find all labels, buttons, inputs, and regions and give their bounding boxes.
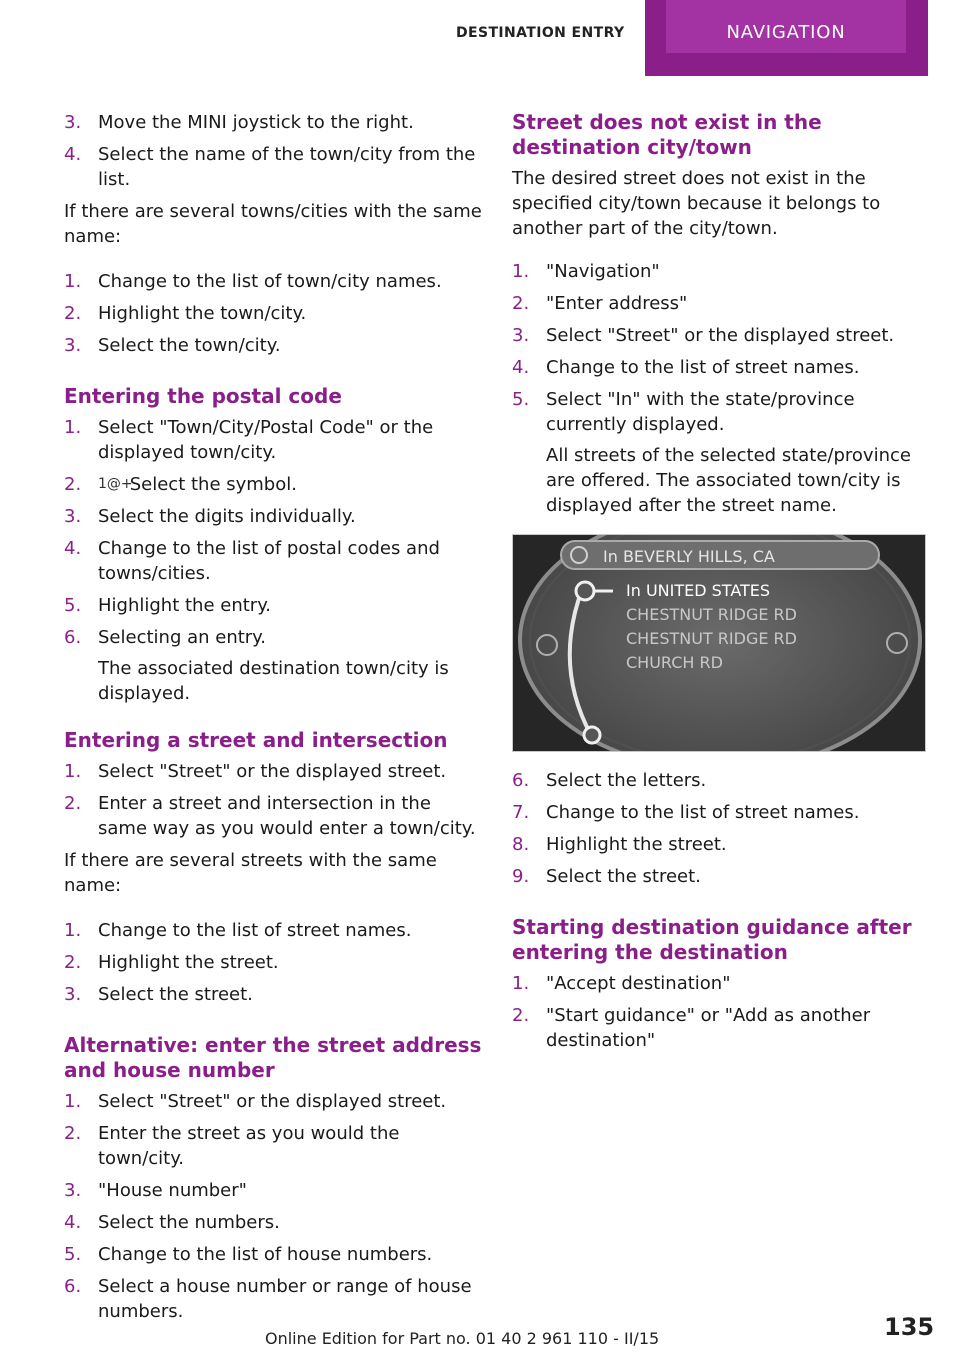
header-tab-label: NAVIGATION — [666, 0, 906, 53]
list-item: 2. Enter a street and intersection in the same way as you would enter a town/city. — [64, 793, 476, 839]
steps-list — [512, 768, 930, 889]
left-column — [64, 110, 484, 1331]
list-item: 1. Select "Town/City/Postal Code" or the displayed town/city. — [64, 417, 434, 463]
list-item: 2. "Enter address" — [512, 293, 688, 314]
screen-list-item: CHURCH RD — [626, 653, 723, 672]
section-heading: Starting destination guidance after entering the destination — [512, 915, 912, 964]
list-item: 1. "Navigation" — [512, 261, 660, 282]
section-heading: Street does not exist in the destination city/town — [512, 110, 822, 159]
list-item: 4. Select the name of the town/city from the list. — [64, 144, 476, 190]
list-item: 1. "Accept destination" — [512, 973, 731, 994]
steps-list — [64, 269, 484, 358]
steps-list — [64, 110, 484, 192]
page-number: 135 — [884, 1313, 935, 1341]
list-item: 5. Highlight the entry. — [64, 595, 271, 616]
screen-list-item: CHESTNUT RIDGE RD — [626, 605, 797, 624]
paragraph: If there are several streets with the same name: — [64, 850, 437, 896]
list-item: 1. Change to the list of town/city names. — [64, 271, 442, 292]
list-item: 3. Select "Street" or the displayed street. — [512, 325, 895, 346]
list-item: 8. Highlight the street. — [512, 834, 727, 855]
section-heading: Alternative: enter the street address and house number — [64, 1033, 482, 1082]
steps-list — [512, 971, 930, 1053]
list-item: 3. Select the town/city. — [64, 335, 281, 356]
list-item: 1. Select "Street" or the displayed street. — [64, 761, 447, 782]
list-item: 4. Change to the list of postal codes and towns/cities. — [64, 538, 440, 584]
section-heading: Entering the postal code — [64, 384, 342, 408]
list-item: 6. Select the letters. — [512, 770, 707, 791]
steps-list — [64, 1089, 484, 1324]
list-item: 9. Select the street. — [512, 866, 701, 887]
steps-list — [64, 918, 484, 1007]
list-item: 2. Highlight the town/city. — [64, 303, 307, 324]
list-item: 2. 1@+ Select the symbol. — [64, 474, 297, 495]
paragraph: If there are several towns/cities with the same name: — [64, 201, 482, 247]
list-item: 5. Change to the list of house numbers. — [64, 1244, 433, 1265]
list-item: 3. "House number" — [64, 1180, 247, 1201]
paragraph: The desired street does not exist in the specified city/town because it belongs to another part of the city/town. — [512, 168, 881, 239]
list-item: 3. Select the street. — [64, 984, 253, 1005]
list-item: 2. Enter the street as you would the town/city. — [64, 1123, 400, 1169]
list-item: 7. Change to the list of street names. — [512, 802, 860, 823]
list-item: 2. "Start guidance" or "Add as another destination" — [512, 1005, 871, 1051]
steps-list — [64, 415, 484, 706]
steps-list — [64, 759, 484, 841]
list-item: 3. Move the MINI joystick to the right. — [64, 112, 414, 133]
footer-edition: Online Edition for Part no. 01 40 2 961 110 - II/15 — [265, 1329, 660, 1348]
screen-list-item: In UNITED STATES — [626, 581, 771, 600]
list-item: 4. Select the numbers. — [64, 1212, 280, 1233]
screen-list-item: CHESTNUT RIDGE RD — [626, 629, 797, 648]
list-item: 4. Change to the list of street names. — [512, 357, 860, 378]
list-item: 6. Selecting an entry. The associated destination town/city is displayed. — [64, 627, 449, 704]
right-column — [512, 110, 930, 1060]
nav-screen-image — [512, 534, 926, 752]
postal-code-symbol-icon: 1@+ — [98, 476, 133, 492]
screen-top-field: In BEVERLY HILLS, CA — [603, 547, 775, 566]
header-tab — [645, 0, 928, 76]
list-item: 3. Select the digits individually. — [64, 506, 356, 527]
steps-list — [512, 259, 930, 518]
nav-screen-graphic — [513, 535, 926, 752]
section-heading: Entering a street and intersection — [64, 728, 448, 752]
header-section-title: DESTINATION ENTRY — [456, 25, 625, 41]
list-item: 2. Highlight the street. — [64, 952, 279, 973]
list-item: 1. Change to the list of street names. — [64, 920, 412, 941]
list-item: 1. Select "Street" or the displayed street. — [64, 1091, 447, 1112]
list-item: 6. Select a house number or range of house numbers. — [64, 1276, 472, 1322]
list-item: 5. Select "In" with the state/province currently displayed. All streets of the selected state/province are offered. The associated town/city is displayed after the street name. — [512, 389, 911, 516]
